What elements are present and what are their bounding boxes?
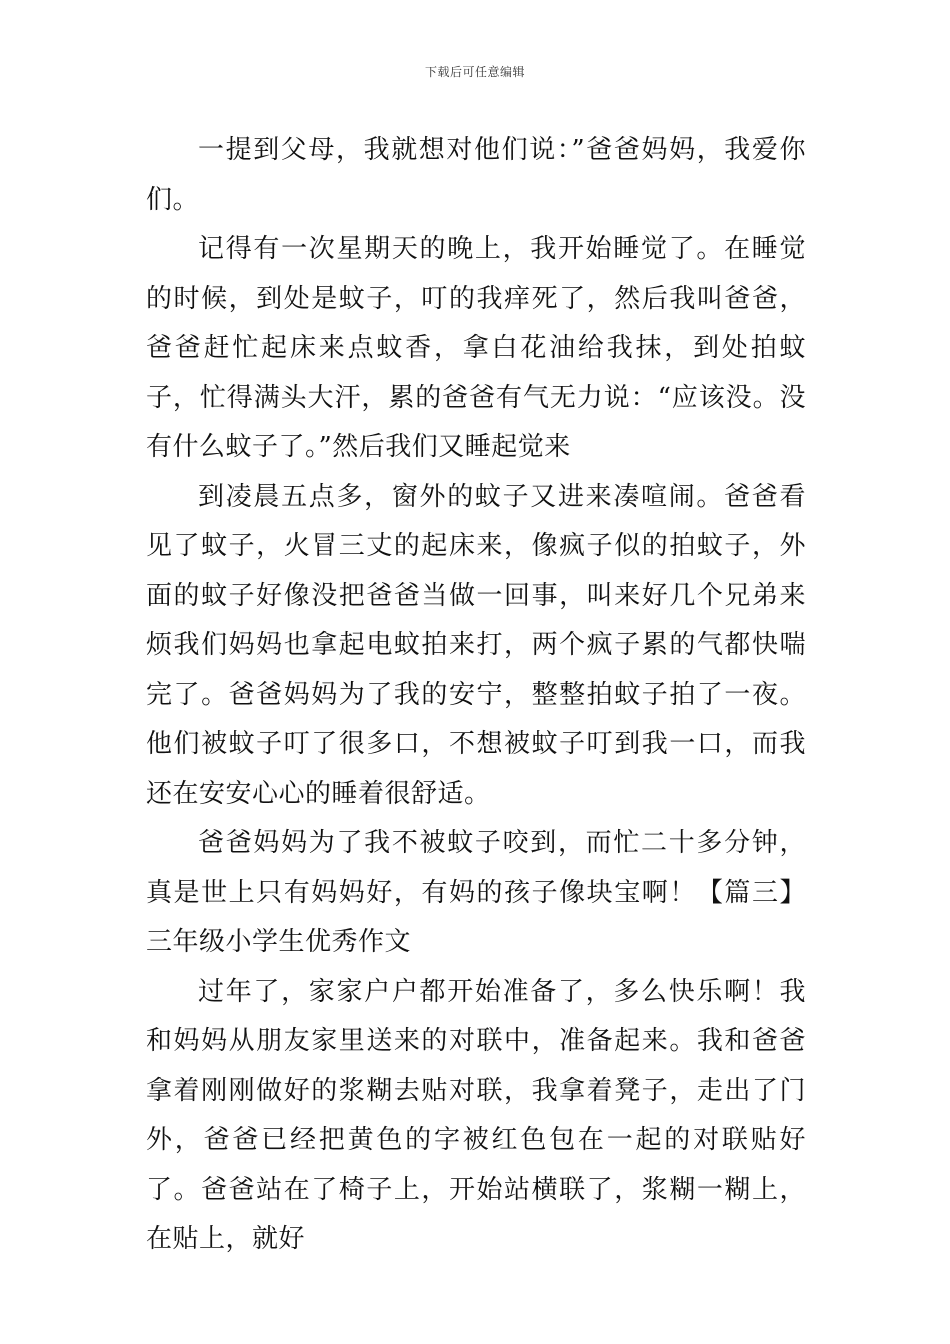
paragraph: 到凌晨五点多，窗外的蚊子又进来凑喧闹。爸爸看见了蚊子，火冒三丈的起床来，像疯子似的拍蚊子，外面的蚊子好像没把爸爸当做一回事，叫来好几个兄弟来烦我们妈妈也拿起电蚊拍来打，两个疯子累的气都快喘完了。爸爸妈妈为了我的安宁，整整拍蚊子拍了一夜。他们被蚊子叮了很多口，不想被蚊子叮到我一口，而我还在安安心心的睡着很舒适。 [146, 481, 806, 809]
document-body [146, 126, 806, 1265]
page-header: 下载后可任意编辑 [424, 65, 525, 79]
paragraph: 爸爸妈妈为了我不被蚊子咬到，而忙二十多分钟，真是世上只有妈妈好，有妈的孩子像块宝啊！【篇三】三年级小学生优秀作文 [146, 828, 806, 957]
paragraph: 记得有一次星期天的晚上，我开始睡觉了。在睡觉的时候，到处是蚊子，叮的我痒死了，然后我叫爸爸，爸爸赶忙起床来点蚊香，拿白花油给我抹，到处拍蚊子，忙得满头大汗，累的爸爸有气无力说：“应该没。没有什么蚊子了。”然后我们又睡起觉来 [146, 234, 806, 462]
paragraph: 过年了，家家户户都开始准备了，多么快乐啊！我和妈妈从朋友家里送来的对联中，准备起来。我和爸爸拿着刚刚做好的浆糊去贴对联，我拿着凳子，走出了门外，爸爸已经把黄色的字被红色包在一起的对联贴好了。爸爸站在了椅子上，开始站横联了，浆糊一糊上，在贴上，就好 [146, 976, 806, 1254]
paragraph: 一提到父母，我就想对他们说：”爸爸妈妈，我爱你们。 [146, 135, 806, 215]
